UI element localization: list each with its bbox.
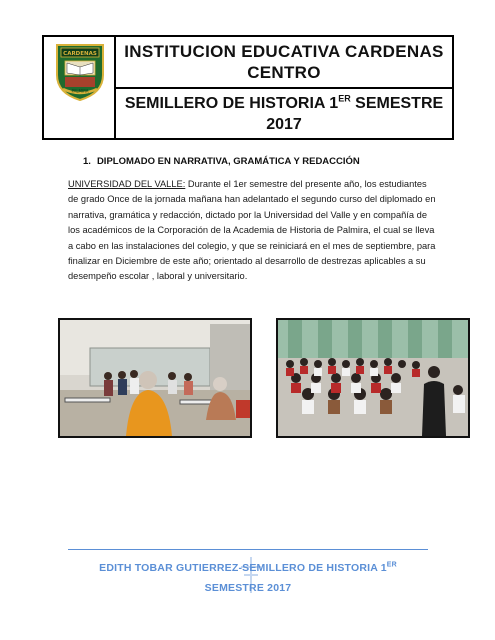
program-ordinal: ER <box>338 93 351 104</box>
logo-cell <box>44 37 116 138</box>
document-header <box>42 35 454 140</box>
section-body <box>68 177 438 285</box>
footer-rule <box>68 549 428 550</box>
section-heading <box>83 156 360 167</box>
footer-ordinal: ER <box>386 561 397 569</box>
university-lead: UNIVERSIDAD DEL VALLE: <box>68 179 186 189</box>
program-year: 2017 <box>266 115 302 133</box>
section-number: 1. <box>83 156 91 167</box>
school-crest-logo <box>53 41 107 103</box>
svg-text:CARDENAS: CARDENAS <box>63 51 97 57</box>
footer <box>68 558 428 598</box>
svg-text:PALMIRA: PALMIRA <box>71 88 89 94</box>
classroom-photo-left <box>58 318 252 438</box>
footer-line-2: SEMESTRE 2017 <box>204 582 292 594</box>
section-paragraph: Durante el 1er semestre del presente año, los estudiantes de grado Once de la jornada mañana han adelantado el segundo curso del diplomado en narrativa, gramática y redacción, dictado por la Universidad del Valle y en compañía de los académicos de la Corporación de la Academia de Historia de Palmira, el cual se lleva a cabo en las instalaciones del colegio, y que se reiniciará en el mes de septiembre, para finalizar en Diciembre de este año; orientado al desarrollo de destrezas aplicables a su desempeño escolar , laboral y universitario. <box>68 179 436 282</box>
footer-line-1: EDITH TOBAR GUTIERREZ-SEMILLERO DE HISTORIA 1 <box>99 562 387 574</box>
program-name: SEMILLERO DE HISTORIA 1 <box>124 94 339 112</box>
program-suffix: SEMESTRE <box>350 94 444 112</box>
section-title: DIPLOMADO EN NARRATIVA, GRAMÁTICA Y REDACCIÓN <box>96 156 360 167</box>
classroom-photo-right <box>276 318 470 438</box>
program-title <box>116 89 452 138</box>
institution-title: INSTITUCION EDUCATIVA CARDENAS CENTRO <box>116 37 452 89</box>
